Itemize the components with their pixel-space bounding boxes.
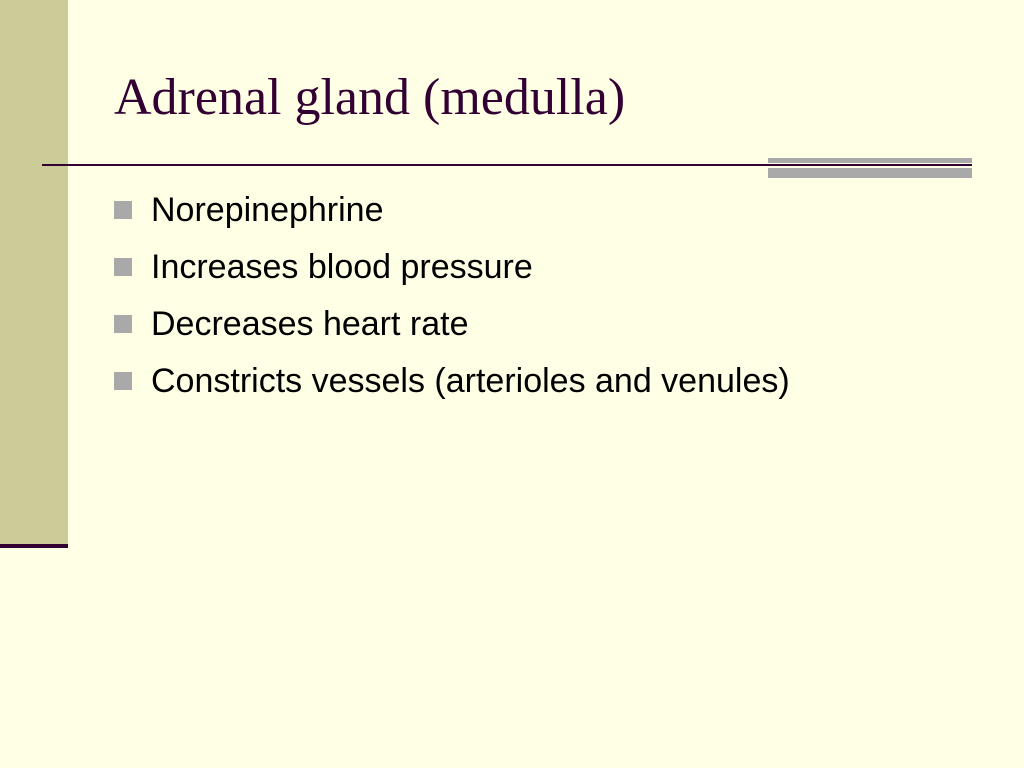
square-bullet-icon (114, 201, 132, 219)
accent-stripe-top (768, 158, 972, 163)
left-decorative-band (0, 0, 68, 544)
title-accent-bar (768, 158, 972, 178)
bullet-text: Increases blood pressure (151, 248, 533, 286)
bullet-item (114, 243, 790, 300)
slide-title: Adrenal gland (medulla) (114, 69, 626, 126)
left-band-underline (0, 544, 68, 548)
bullet-list (114, 186, 790, 414)
square-bullet-icon (114, 315, 132, 333)
bullet-text: Constricts vessels (arterioles and venules) (151, 362, 790, 400)
bullet-text: Decreases heart rate (151, 305, 469, 343)
bullet-item (114, 186, 790, 243)
accent-stripe-bottom (768, 168, 972, 178)
square-bullet-icon (114, 372, 132, 390)
bullet-text: Norepinephrine (151, 191, 384, 229)
bullet-item (114, 300, 790, 357)
bullet-item (114, 357, 790, 414)
square-bullet-icon (114, 258, 132, 276)
